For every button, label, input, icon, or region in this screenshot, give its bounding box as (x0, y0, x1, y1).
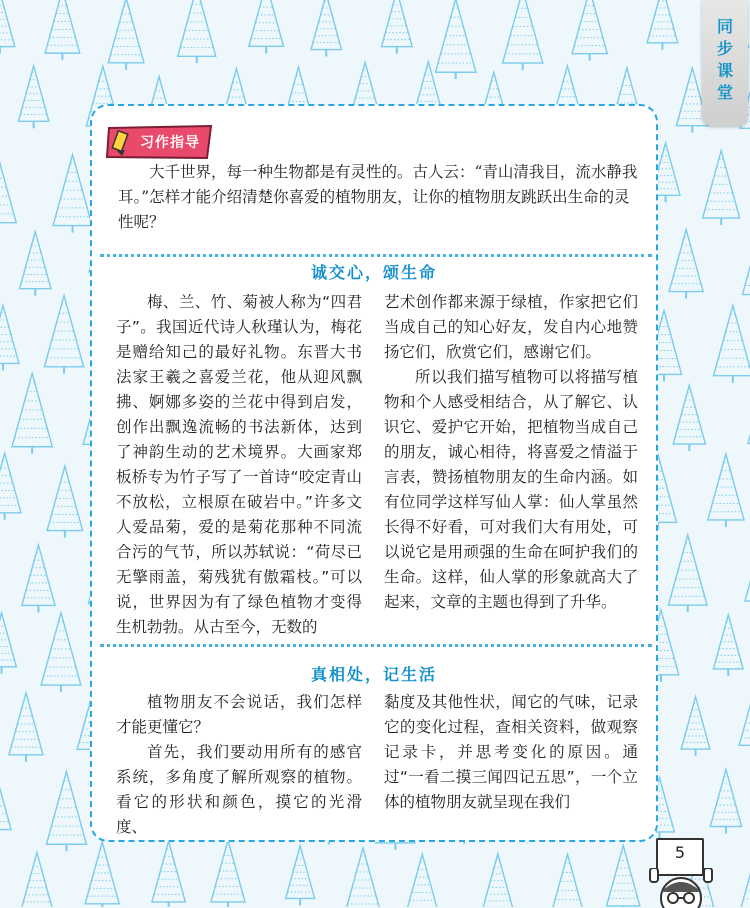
tree-icon (703, 151, 740, 225)
section1-left-paragraph: 梅、兰、竹、菊被人称为“四君子”。我国近代诗人秋瑾认为，梅花是赠给知己的最好礼物。东晋大书法家王羲之喜爱兰花，他从迎风飘拂、婀娜多姿的兰花中得到启发，创作出飘逸流畅的书法新体，达到了神韵生动的艺术境界。大画家郑板桥专为竹子写了一首诗“咬定青山不放松，立根原在破岩中。”许多文人爱品菊，爱的是菊花那种不同流合污的气节，所以苏轼说：“荷尽已无擎雨盖，菊残犹有傲霜枝。”可以说，世界因为有了绿色植物才变得生机勃勃。从古至今，无数的 (116, 293, 362, 636)
section2-title: 真相处，记生活 (310, 665, 437, 684)
tree-icon (311, 0, 342, 57)
guide-badge-label: 习作指导 (140, 135, 200, 151)
guide-intro: 大千世界，每一种生物都是有灵性的。古人云：“青山清我目，流水静我耳。”怎样才能介绍清楚你喜爱的植物朋友，让你的植物朋友跳跃出生命的灵性呢？ (118, 163, 638, 231)
tree-icon (178, 0, 216, 63)
section1-right-continuation: 艺术创作都来源于绿植，作家把它们当成自己的知心好友，发自内心地赞扬它们，欣赏它们，感谢它们。 (384, 293, 638, 361)
tree-icon (45, 0, 80, 60)
tree-icon (668, 535, 707, 612)
section2-right-column (384, 690, 638, 815)
tree-icon (0, 306, 19, 371)
tree-icon (211, 840, 245, 907)
tree-icon (503, 0, 543, 70)
section1-right-column (384, 290, 638, 615)
section2-left-column (116, 690, 362, 840)
page-number: 5 (674, 843, 686, 862)
tree-icon (714, 305, 750, 382)
tree-icon (0, 453, 21, 520)
tree-icon (286, 846, 315, 906)
tree-icon (12, 373, 52, 453)
tree-icon (739, 686, 750, 752)
tree-icon (0, 613, 16, 674)
tree-icon (20, 232, 51, 296)
tree-icon (436, 0, 476, 79)
tree-icon (742, 222, 750, 301)
tree-icon (405, 854, 439, 907)
tree-icon (47, 466, 82, 538)
section1-left-column (116, 290, 362, 640)
tree-icon (9, 693, 43, 762)
tree-icon (0, 152, 16, 230)
section2-divider (100, 644, 652, 647)
tree-icon (681, 697, 710, 756)
tree-icon (745, 537, 750, 608)
section1-title: 诚交心，颂生命 (310, 263, 437, 282)
tree-icon (249, 0, 284, 53)
tree-icon (673, 385, 705, 451)
tree-icon (739, 847, 750, 907)
tree-icon (85, 842, 119, 907)
tree-icon (44, 295, 83, 373)
tree-icon (669, 230, 703, 299)
section2-right-continuation: 黏度及其他性状，闻它的气味，记录它的变化过程，查相关资料，做观察记录卡，并思考变化的原因。通过“一看二摸三闻四记五思”，一个立体的植物朋友就呈现在我们 (384, 693, 638, 811)
tree-icon (548, 854, 588, 907)
tree-icon (108, 0, 144, 70)
tree-icon (647, 0, 678, 50)
tree-icon (53, 155, 92, 233)
tree-icon (21, 852, 52, 907)
tree-icon (483, 854, 513, 907)
tree-icon (0, 767, 11, 837)
tree-icon (41, 613, 81, 692)
tree-icon (708, 454, 744, 527)
sidebar-tab (702, 0, 748, 126)
tree-icon (345, 848, 380, 907)
section2-left-paragraph-1: 植物朋友不会说话，我们怎样才能更懂它？ (116, 693, 362, 736)
section1-right-paragraph: 所以我们描写植物可以将描写植物和个人感受相结合，从了解它、认识它、爱护它开始，把植物当成自己的朋友，诚心相待，将喜爱之情溢于言表，赞扬植物朋友的生命内涵。如有位同学这样写仙人掌：仙人掌虽然长得不好看，可对我们大有用处，可以说它是用顽强的生命在呵护我们的生命。这样，仙人掌的形象就高大了起来，文章的主题也得到了升华。 (384, 368, 638, 611)
section2-left-paragraph-2: 首先，我们要动用所有的感官系统，多角度了解所观察的植物。看它的形状和颜色，摸它的光滑度、 (116, 743, 362, 836)
tree-icon (710, 770, 741, 834)
tree-icon (381, 0, 412, 54)
kid-mascot-icon (648, 868, 714, 908)
tree-icon (152, 841, 185, 907)
tree-icon (0, 0, 15, 54)
section1-divider (100, 254, 652, 257)
tree-icon (18, 66, 48, 128)
tree-icon (46, 772, 86, 852)
tree-icon (22, 545, 55, 612)
tree-icon (713, 615, 743, 676)
tree-icon (607, 845, 640, 907)
tree-icon (572, 0, 607, 61)
sidebar-tab-label: 同步课堂 (716, 17, 733, 102)
